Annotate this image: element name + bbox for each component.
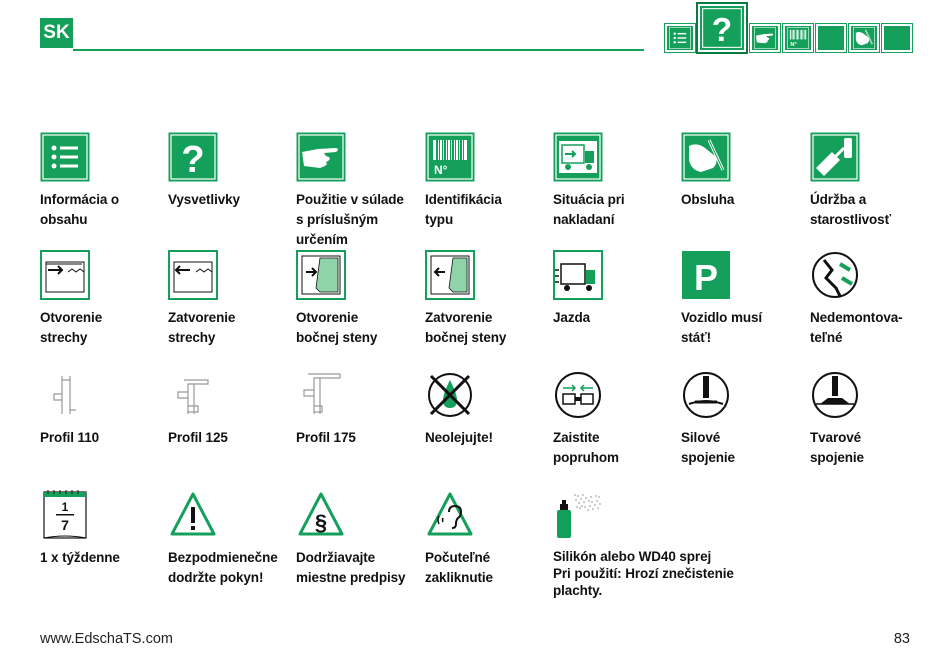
weekly-calendar-icon [40,490,90,540]
no-disassemble-icon [810,250,860,300]
legend-item-parking [681,250,803,348]
legend-item-audible-click [425,490,547,588]
legend-label: Nedemontova- teľné [810,310,903,345]
pointing-hand-icon [752,26,778,50]
legend-label: Použitie v súlade s príslušným určením [296,192,404,247]
legend-label: Vozidlo musí stáť! [681,310,763,345]
legend-label: Zaistite popruhom [553,430,619,465]
legend-label: 1 x týždenne [40,550,120,565]
legend-item-profile-175 [296,370,418,448]
legend-label: Silikón alebo WD40 sprej Pri použití: Hrozí znečistenie plachty. [553,549,734,598]
legend-label: Zatvorenie strechy [168,310,236,345]
question-icon [700,6,744,50]
roof-close-icon [168,250,218,300]
parking-icon [681,250,731,300]
pointing-hand-icon [296,132,346,182]
calendar-denominator: 7 [61,517,69,533]
legend-label: Identifikácia typu [425,192,502,227]
list-icon [40,132,90,182]
driving-truck-icon [553,250,603,300]
legend-label: Zatvorenie bočnej steny [425,310,507,345]
force-fit-icon [681,370,731,420]
page-number: 83 [893,631,910,647]
svg-text:?: ? [711,12,733,50]
legend-label: Profil 175 [296,430,356,445]
nav-tab-truck-icon[interactable] [816,24,846,52]
legend-label: Bezpodmienečne dodržte pokyn! [168,550,278,585]
legend-item-weekly-calendar [40,490,162,568]
legend-item-no-oil [425,370,547,448]
legend-label: Silové spojenie [681,430,735,465]
legend-label: Otvorenie strechy [40,310,103,345]
profile-110-icon [40,370,90,420]
legend-label: Tvarové spojenie [810,430,864,465]
legend-item-side-open [296,250,418,348]
legend-item-force-fit [681,370,803,468]
form-fit-icon [810,370,860,420]
calendar-numerator: 1 [61,500,69,514]
barcode-icon [425,132,475,182]
legend-item-pointing-hand [296,132,418,250]
nav-tab-spray-brush-icon[interactable] [882,24,912,52]
profile-175-icon [296,370,346,420]
legend-item-spray-can [553,490,734,599]
legend-label: Informácia o obsahu [40,192,120,227]
svg-text:?: ? [181,139,205,181]
legend-item-question [168,132,290,210]
legend-item-side-close [425,250,547,348]
legend-item-barcode [425,132,547,230]
profile-125-icon [168,370,218,420]
nav-tab-question-icon[interactable] [698,4,746,52]
legend-label: Otvorenie bočnej steny [296,310,378,345]
svg-text:N°: N° [790,42,797,49]
spray-brush-icon [884,26,910,50]
legend-label: Jazda [553,310,591,325]
svg-text:§: § [314,510,328,535]
legend-item-form-fit [810,370,932,468]
header-rule [73,49,644,51]
nav-tab-pointing-hand-icon[interactable] [750,24,780,52]
legend-item-profile-125 [168,370,290,448]
hand-cloth-icon [851,26,877,50]
nav-tab-hand-cloth-icon[interactable] [849,24,879,52]
legend-label: Údržba a starostlivosť [810,192,891,227]
barcode-icon [785,26,811,50]
audible-click-icon [425,490,475,540]
legend-item-roof-open [40,250,162,348]
truck-loading-icon [553,132,603,182]
legend-label: Profil 125 [168,430,228,445]
legend-label: Počuteľné zakliknutie [425,550,493,585]
legend-item-no-disassemble [810,250,932,348]
no-oil-icon [425,370,475,420]
legend-label: Profil 110 [40,430,100,445]
svg-text:N°: N° [434,163,448,177]
legend-label: Neolejujte! [425,430,493,445]
legend-item-list [40,132,162,230]
nav-tab-list-icon[interactable] [665,24,695,52]
footer-url[interactable]: www.EdschaTS.com [40,631,173,647]
nav-tab-barcode-icon[interactable] [783,24,813,52]
list-icon [667,26,693,50]
side-open-icon [296,250,346,300]
legend-item-warning [168,490,290,588]
language-badge: SK [40,18,73,48]
maintenance-icon [810,132,860,182]
truck-icon [818,26,844,50]
legend-item-truck-loading [553,132,675,230]
spray-can-icon [553,490,603,540]
warning-icon [168,490,218,540]
legend-item-strap-secure [553,370,675,468]
legend-label: Vysvetlivky [168,192,240,207]
question-icon [168,132,218,182]
svg-text:P: P [693,257,719,298]
legend-label: Dodržiavajte miestne predpisy [296,550,406,585]
paragraph-warning-icon [296,490,346,540]
legend-item-paragraph-warning [296,490,418,588]
side-close-icon [425,250,475,300]
legend-label: Obsluha [681,192,735,207]
legend-item-maintenance [810,132,932,230]
legend-item-roof-close [168,250,290,348]
legend-label: Situácia pri nakladaní [553,192,625,227]
legend-item-hand-cloth [681,132,803,210]
hand-cloth-icon [681,132,731,182]
legend-item-profile-110 [40,370,162,448]
strap-secure-icon [553,370,603,420]
roof-open-icon [40,250,90,300]
legend-item-driving-truck [553,250,675,328]
